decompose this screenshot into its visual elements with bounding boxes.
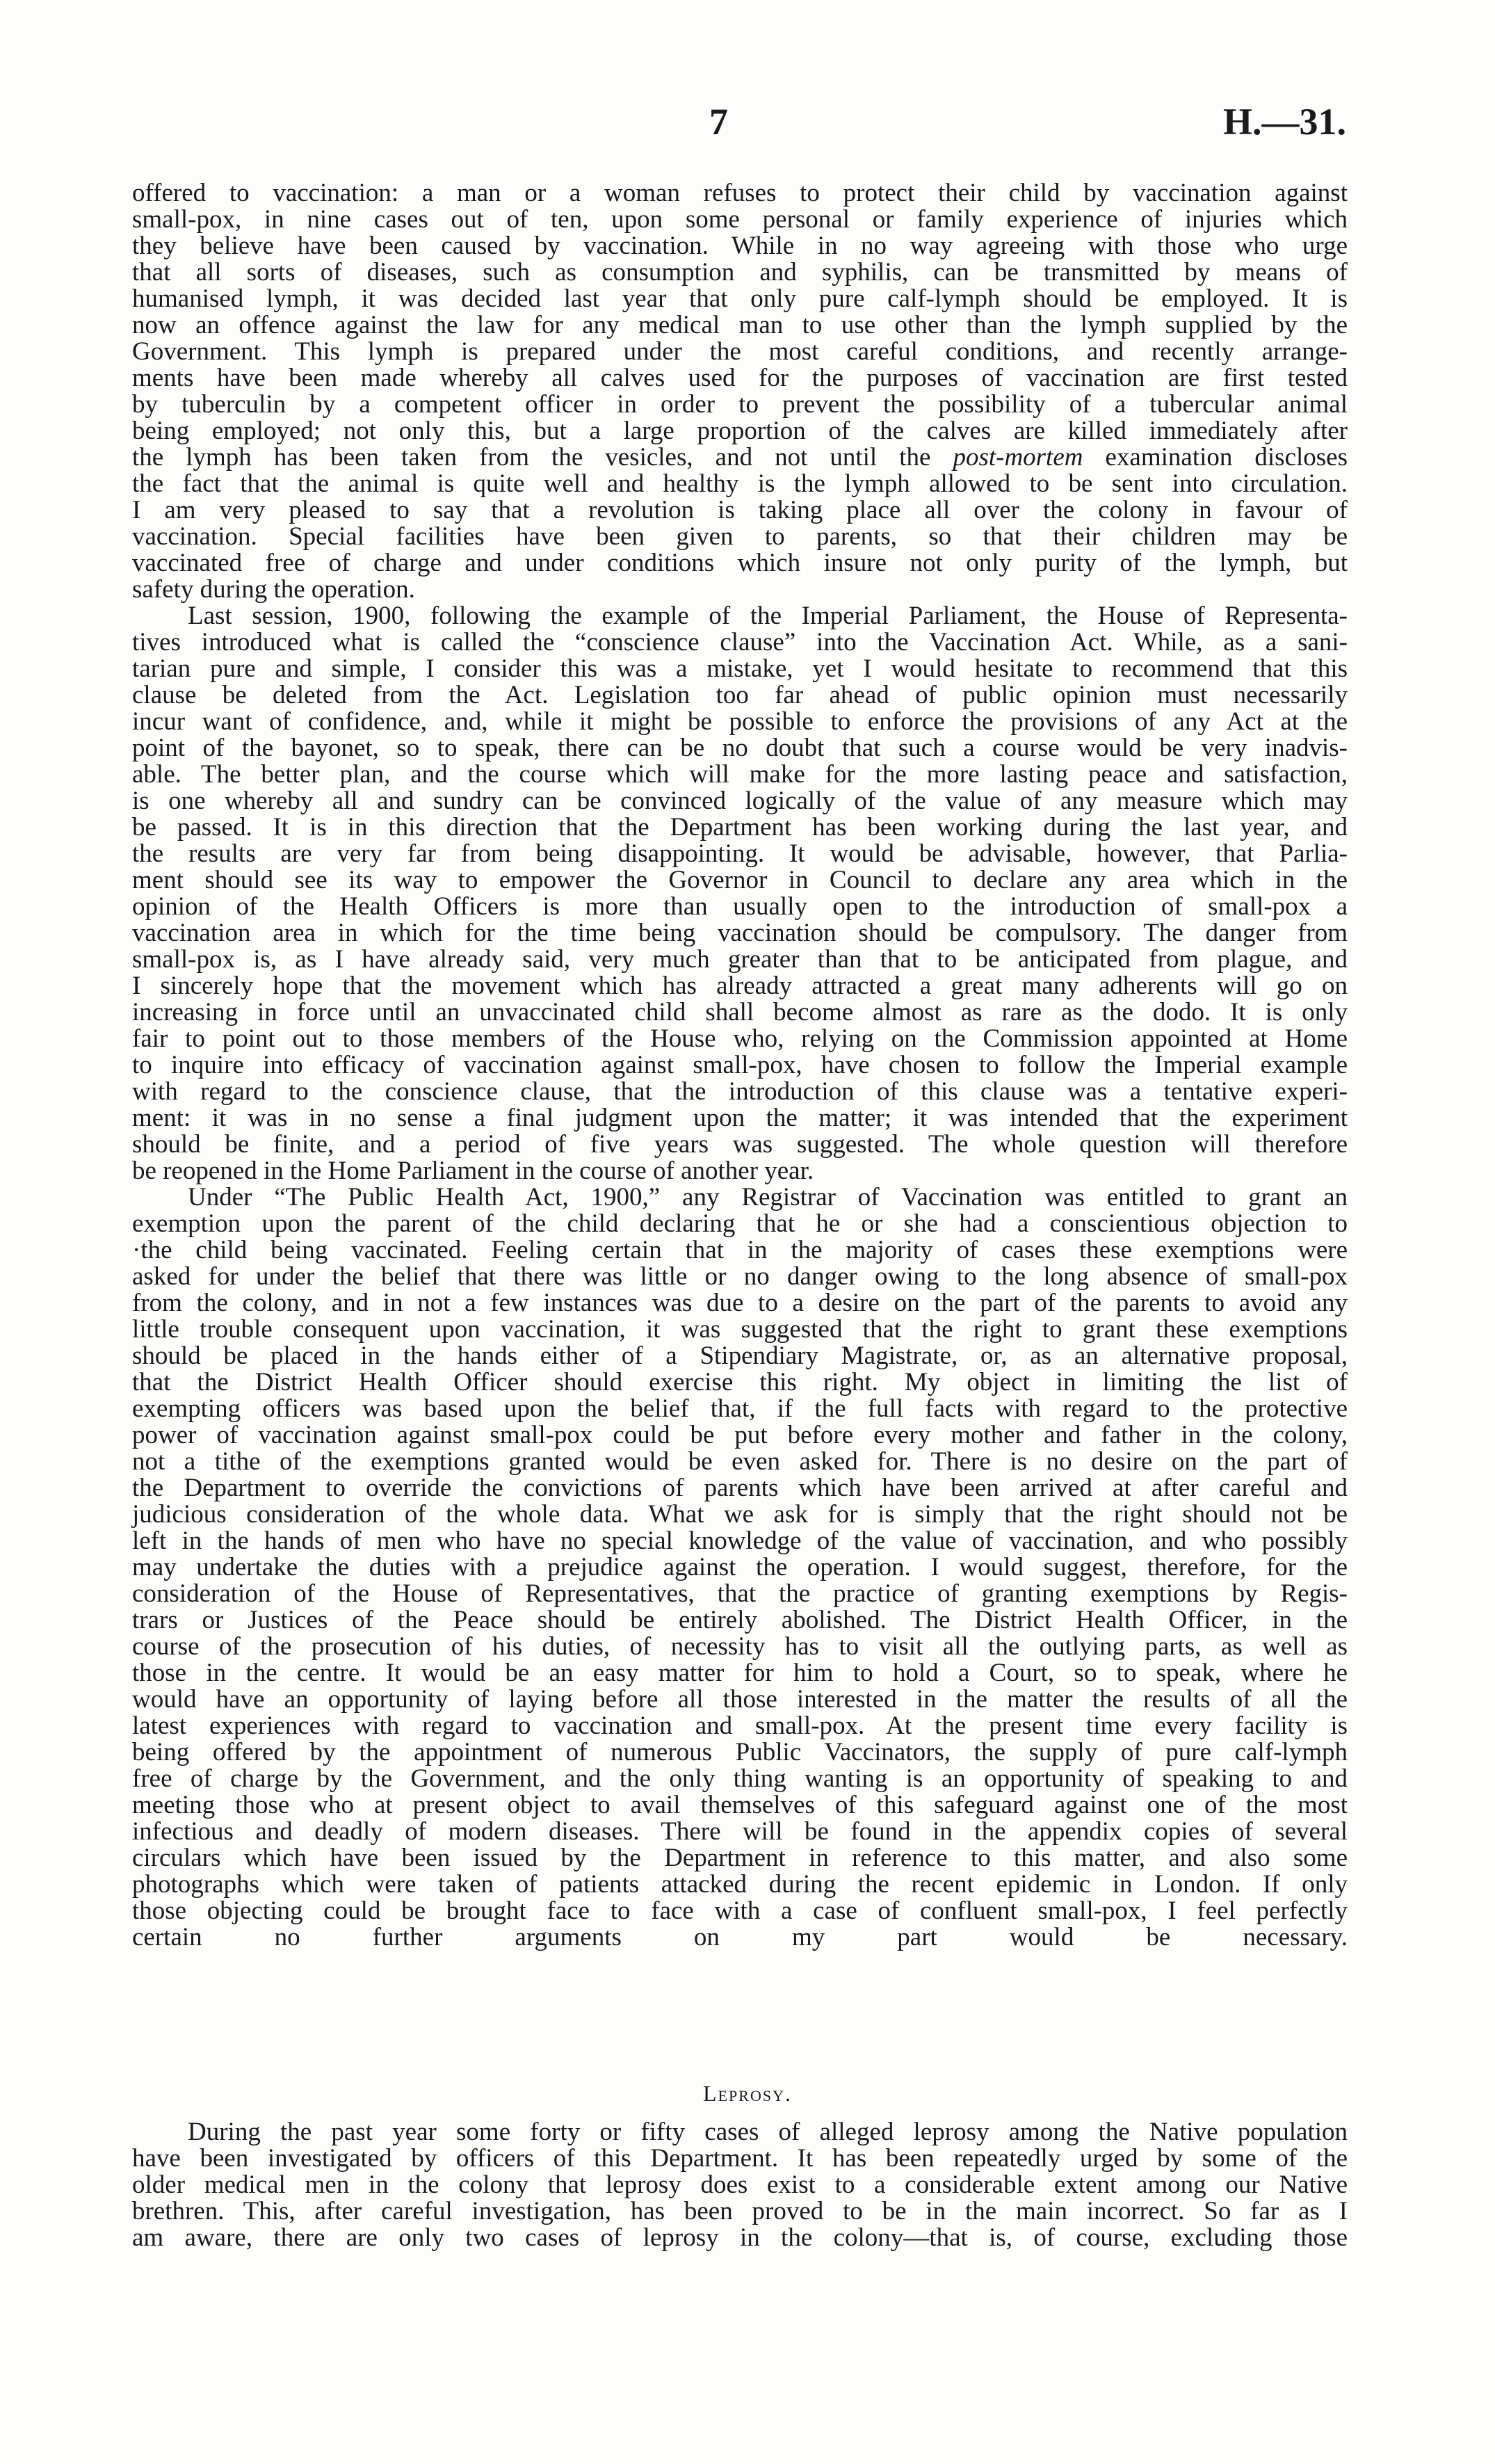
text-line: small-pox is, as I have already said, very much greater than that to be anticipated from plague, and xyxy=(132,945,1348,974)
text-line: latest experiences with regard to vaccination and small-pox. At the present time every facility is xyxy=(132,1712,1348,1740)
text-line: exempting officers was based upon the belief that, if the full facts with regard to the protective xyxy=(132,1394,1348,1423)
text-line: would have an opportunity of laying before all those interested in the matter the results of all the xyxy=(132,1685,1348,1714)
text-line xyxy=(132,1976,1348,2004)
italic-term: post-mortem xyxy=(953,443,1083,472)
text-line: asked for under the belief that there was little or no danger owing to the long absence of small-pox xyxy=(132,1262,1348,1291)
text-line: being offered by the appointment of numerous Public Vaccinators, the supply of pure calf-lymph xyxy=(132,1738,1348,1766)
text-line: not a tithe of the exemptions granted would be even asked for. There is no desire on the part of xyxy=(132,1447,1348,1476)
text-line xyxy=(132,2029,1348,2057)
text-line: clause be deleted from the Act. Legislation too far ahead of public opinion must necessarily xyxy=(132,681,1348,709)
text-line: safety during the operation. xyxy=(132,575,415,604)
text-line: by tuberculin by a competent officer in order to prevent the possibility of a tubercular animal xyxy=(132,390,1348,419)
text-line: vaccination area in which for the time being vaccination should be compulsory. The danger from xyxy=(132,919,1348,947)
text-line: tarian pure and simple, I consider this was a mistake, yet I would hesitate to recommend that this xyxy=(132,654,1348,683)
text-line: Government. This lymph is prepared under the most careful conditions, and recently arrange- xyxy=(132,337,1348,366)
text-line: ·the child being vaccinated. Feeling certain that in the majority of cases these exemptions were xyxy=(132,1236,1348,1264)
text-line: infectious and deadly of modern diseases. There will be found in the appendix copies of several xyxy=(132,1817,1348,1846)
text-line: able. The better plan, and the course which will make for the more lasting peace and satisfaction, xyxy=(132,760,1348,789)
text-line: Under “The Public Health Act, 1900,” any Registrar of Vaccination was entitled to grant an xyxy=(188,1183,1348,1211)
text-line: to inquire into efficacy of vaccination against small-pox, have chosen to follow the Imperial example xyxy=(132,1051,1348,1079)
text-line: should be placed in the hands either of a Stipendiary Magistrate, or, as an alternative proposal, xyxy=(132,1342,1348,1370)
text-line: left in the hands of men who have no special knowledge of the value of vaccination, and who possibly xyxy=(132,1527,1348,1555)
text-line: the fact that the animal is quite well and healthy is the lymph allowed to be sent into circulation. xyxy=(132,469,1348,498)
text-line: Last session, 1900, following the example of the Imperial Parliament, the House of Representa- xyxy=(188,602,1348,630)
text-line: may undertake the duties with a prejudice against the operation. I would suggest, therefore, for the xyxy=(132,1553,1348,1581)
text-line: brethren. This, after careful investigation, has been proved to be in the main incorrect. So far as I xyxy=(132,2197,1348,2225)
text-line: consideration of the House of Representatives, that the practice of granting exemptions by Regis- xyxy=(132,1579,1348,1608)
text-line: small-pox, in nine cases out of ten, upon some personal or family experience of injuries which xyxy=(132,205,1348,234)
text-line: free of charge by the Government, and the only thing wanting is an opportunity of speaking to and xyxy=(132,1764,1348,1793)
text-line: that all sorts of diseases, such as consumption and syphilis, can be transmitted by means of xyxy=(132,258,1348,287)
text-line: vaccination. Special facilities have been given to parents, so that their children may be xyxy=(132,522,1348,551)
text-line: they believe have been caused by vaccination. While in no way agreeing with those who urge xyxy=(132,232,1348,260)
text-line: course of the prosecution of his duties, of necessity has to visit all the outlying parts, as well as xyxy=(132,1632,1348,1661)
text-fragment: the lymph has been taken from the vesicles, and not until the xyxy=(132,443,931,472)
text-line: I am very pleased to say that a revolution is taking place all over the colony in favour of xyxy=(132,496,1348,524)
text-line: trars or Justices of the Peace should be entirely abolished. The District Health Officer, in the xyxy=(132,1606,1348,1634)
text-line: with regard to the conscience clause, that the introduction of this clause was a tentative experi- xyxy=(132,1077,1348,1106)
text-line: opinion of the Health Officers is more than usually open to the introduction of small-pox a xyxy=(132,892,1348,921)
text-line: those in the centre. It would be an easy matter for him to hold a Court, so to speak, where he xyxy=(132,1659,1348,1687)
text-line: offered to vaccination: a man or a woman refuses to protect their child by vaccination against xyxy=(132,179,1348,207)
text-line: that the District Health Officer should exercise this right. My object in limiting the list of xyxy=(132,1368,1348,1396)
text-line: photographs which were taken of patients attacked during the recent epidemic in London. If only xyxy=(132,1870,1348,1899)
text-line: the Department to override the convictions of parents which have been arrived at after careful and xyxy=(132,1474,1348,1502)
text-line: be passed. It is in this direction that the Department has been working during the last year, and xyxy=(132,813,1348,842)
text-line: older medical men in the colony that leprosy does exist to a considerable extent among our Native xyxy=(132,2171,1348,2199)
text-line xyxy=(132,2056,1348,2084)
text-fragment: examination discloses xyxy=(1105,443,1348,472)
section-heading-leprosy: Leprosy. xyxy=(703,2081,792,2106)
text-line: judicious consideration of the whole data. What we ask for is simply that the right should not be xyxy=(132,1500,1348,1529)
text-line: ment: it was in no sense a final judgment upon the matter; it was intended that the experiment xyxy=(132,1104,1348,1132)
text-line: the results are very far from being disappointing. It would be advisable, however, that Parlia- xyxy=(132,839,1348,868)
text-line: vaccinated free of charge and under conditions which insure not only purity of the lymph, but xyxy=(132,549,1348,577)
text-line: meeting those who at present object to avail themselves of this safeguard against one of the most xyxy=(132,1791,1348,1819)
document-reference: H.—31. xyxy=(1222,101,1346,143)
text-line: is one whereby all and sundry can be convinced logically of the value of any measure which may xyxy=(132,787,1348,815)
text-line: I sincerely hope that the movement which has already attracted a great many adherents will go on xyxy=(132,972,1348,1000)
text-line: those objecting could be brought face to face with a case of confluent small-pox, I feel perfectly xyxy=(132,1897,1348,1925)
text-line xyxy=(132,2003,1348,2031)
text-line: circulars which have been issued by the Department in reference to this matter, and also some xyxy=(132,1844,1348,1872)
text-line: certain no further arguments on my part would be necessary. xyxy=(132,1923,1348,1951)
text-line: should be finite, and a period of five years was suggested. The whole question will therefore xyxy=(132,1130,1348,1159)
text-line: power of vaccination against small-pox could be put before every mother and father in the colony, xyxy=(132,1421,1348,1449)
text-line: tives introduced what is called the “conscience clause” into the Vaccination Act. While, as a sani- xyxy=(132,628,1348,657)
text-line: now an offence against the law for any medical man to use other than the lymph supplied by the xyxy=(132,311,1348,339)
text-line: fair to point out to those members of the House who, relying on the Commission appointed at Home xyxy=(132,1024,1348,1053)
text-line: humanised lymph, it was decided last year that only pure calf-lymph should be employed. It is xyxy=(132,284,1348,313)
text-line: from the colony, and in not a few instances was due to a desire on the part of the parents to avoid any xyxy=(132,1289,1348,1317)
text-line: little trouble consequent upon vaccination, it was suggested that the right to grant these exemptions xyxy=(132,1315,1348,1344)
text-line: exemption upon the parent of the child declaring that he or she had a conscientious objection to xyxy=(132,1209,1348,1238)
text-line: being employed; not only this, but a large proportion of the calves are killed immediately after xyxy=(132,417,1348,445)
text-line: ment should see its way to empower the Governor in Council to declare any area which in the xyxy=(132,866,1348,894)
text-line xyxy=(132,1950,1348,1978)
text-line: have been investigated by officers of this Department. It has been repeatedly urged by some of the xyxy=(132,2144,1348,2173)
text-line: During the past year some forty or fifty cases of alleged leprosy among the Native population xyxy=(188,2118,1348,2146)
page-number: 7 xyxy=(709,101,728,143)
text-line: am aware, there are only two cases of leprosy in the colony—that is, of course, excluding those xyxy=(132,2223,1348,2252)
text-line: increasing in force until an unvaccinated child shall become almost as rare as the dodo. It is only xyxy=(132,998,1348,1026)
text-line: ments have been made whereby all calves used for the purposes of vaccination are first tested xyxy=(132,364,1348,392)
text-line: be reopened in the Home Parliament in the course of another year. xyxy=(132,1157,814,1185)
text-line: incur want of confidence, and, while it might be possible to enforce the provisions of any Act at the xyxy=(132,707,1348,736)
text-line: point of the bayonet, so to speak, there can be no doubt that such a course would be very inadvis- xyxy=(132,734,1348,762)
text-line-with-italic xyxy=(132,444,1348,472)
